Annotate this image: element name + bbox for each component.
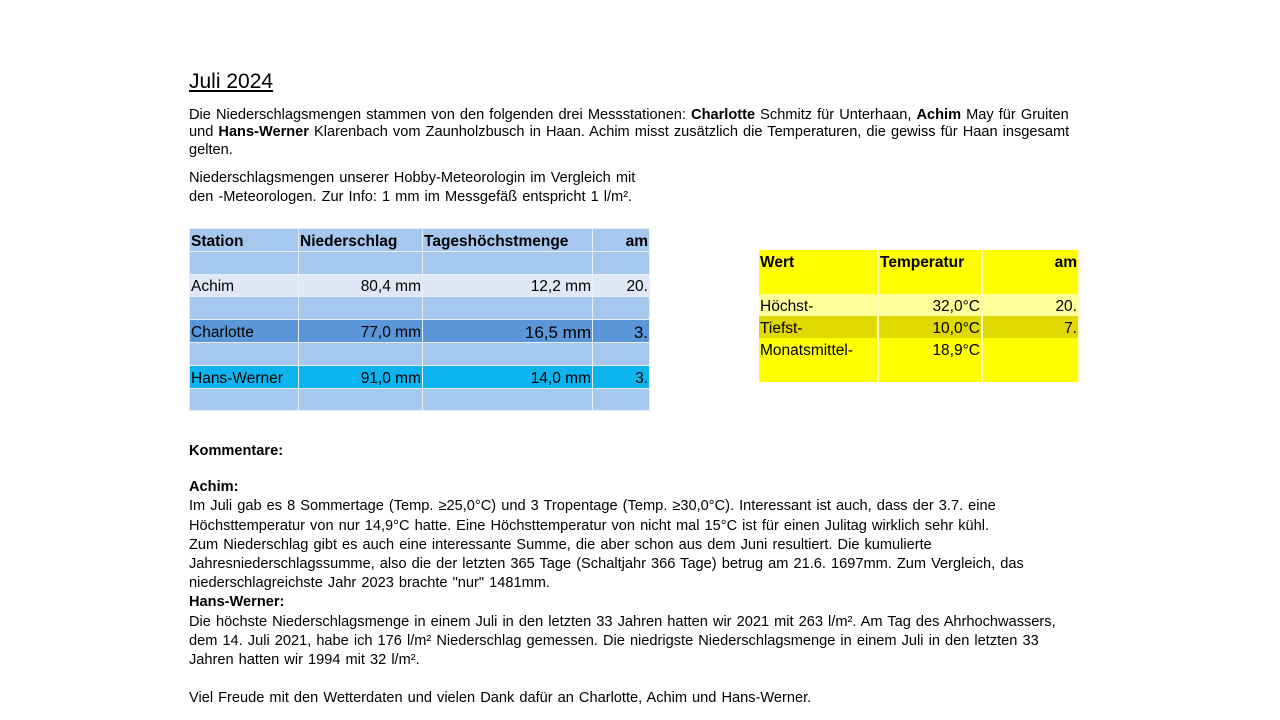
hans-werner-comment-line: dem 14. Juli 2021, habe ich 176 l/m² Niederschlag gemessen. Die niedrigste Niederschlagsmenge in einem Juli in den letzten 33 (189, 632, 1039, 649)
header-am: am (982, 250, 1079, 272)
cell-temperatur: 10,0°C (878, 316, 982, 338)
spacer-row (190, 297, 650, 320)
table-row-achim (190, 274, 650, 297)
cell-am: 7. (982, 316, 1079, 338)
intro-name-charlotte: Charlotte (691, 107, 756, 123)
cell-max: 12,2 mm (423, 274, 593, 297)
page-title: Juli 2024 (189, 70, 274, 93)
spacer-row (190, 251, 650, 274)
comments-section (189, 442, 1129, 708)
cell-max: 16,5 mm (423, 320, 593, 343)
intro-text-4: Klarenbach vom Zaunholzbusch in Haan. Achim misst zusätzlich die Temperaturen, die gewiss für Haan insgesamt gelten. (189, 124, 1070, 158)
info-note (189, 169, 709, 206)
intro-name-achim: Achim (916, 107, 962, 123)
cell-wert: Monatsmittel- (759, 338, 878, 360)
header-temperatur: Temperatur (878, 250, 982, 272)
intro-text-1: Die Niederschlagsmengen stammen von den folgenden drei Messstationen: (189, 107, 692, 123)
header-tageshoechstmenge: Tageshöchstmenge (423, 229, 593, 252)
precipitation-table (189, 228, 650, 411)
info-note-line-1: Niederschlagsmengen unserer Hobby-Meteorologin im Vergleich mit (189, 170, 636, 186)
cell-am: 20. (593, 274, 650, 297)
header-station: Station (190, 229, 299, 252)
header-wert: Wert (759, 250, 878, 272)
achim-comment-line: niederschlagreichste Jahr 2023 brachte "nur" 1481mm. (189, 575, 550, 592)
achim-comment-line: Zum Niederschlag gibt es auch eine interessante Summe, die aber schon aus dem Juni resultiert. Die kumulierte (189, 536, 932, 553)
cell-station: Achim (190, 274, 299, 297)
info-note-line-2: den -Meteorologen. Zur Info: 1 mm im Messgefäß entspricht 1 l/m². (189, 188, 633, 205)
cell-temperatur: 18,9°C (878, 338, 982, 360)
cell-wert: Höchst- (759, 294, 878, 316)
cell-station: Hans-Werner (190, 365, 299, 388)
cell-am: 20. (982, 294, 1079, 316)
achim-comment-line: Jahresniederschlagssumme, also die der letzten 365 Tage (Schaltjahr 366 Tage) betrug am 21.6. 1697mm. Zum Vergleich, das (189, 556, 1024, 573)
table-row-charlotte (190, 320, 650, 343)
achim-comment-line: Höchsttemperatur von nur 14,9°C hatte. Eine Höchsttemperatur von nicht mal 15°C ist für einen Julitag wirklich sehr kühl. (189, 517, 990, 534)
cell-niederschlag: 77,0 mm (299, 320, 423, 343)
spacer-row (190, 388, 650, 411)
spacer-row (759, 360, 1079, 382)
intro-name-hans-werner: Hans-Werner (218, 124, 309, 141)
table-header-row (190, 229, 650, 252)
cell-am (982, 338, 1079, 360)
temperature-table (759, 250, 1080, 382)
cell-wert: Tiefst- (759, 316, 878, 338)
achim-heading: Achim: (189, 479, 239, 496)
intro-paragraph (189, 107, 1089, 159)
hans-werner-comment-line: Jahren hatten wir 1994 mit 32 l/m². (189, 652, 420, 669)
closing-text: Viel Freude mit den Wetterdaten und vielen Dank dafür an Charlotte, Achim und Hans-Werner. (189, 690, 812, 707)
table-row-hans-werner (190, 365, 650, 388)
table-header-row (759, 250, 1079, 272)
table-row-monatsmittel (759, 338, 1079, 360)
spacer-row (759, 272, 1079, 294)
table-row-tiefst (759, 316, 1079, 338)
cell-station: Charlotte (190, 320, 299, 343)
hans-werner-heading: Hans-Werner: (189, 594, 285, 611)
header-niederschlag: Niederschlag (299, 229, 423, 252)
comments-heading: Kommentare: (189, 443, 284, 459)
spacer-row (190, 342, 650, 365)
header-am: am (593, 229, 650, 252)
cell-am: 3. (593, 365, 650, 388)
cell-niederschlag: 80,4 mm (299, 274, 423, 297)
intro-text-2: Schmitz für Unterhaan, (755, 107, 917, 123)
cell-temperatur: 32,0°C (878, 294, 982, 316)
hans-werner-comment-line: Die höchste Niederschlagsmenge in einem Juli in den letzten 33 Jahren hatten wir 2021 mit 263 l/m². Am Tag des Ahrhochwassers, (189, 613, 1056, 630)
cell-niederschlag: 91,0 mm (299, 365, 423, 388)
achim-comment-line: Im Juli gab es 8 Sommertage (Temp. ≥25,0°C) und 3 Tropentage (Temp. ≥30,0°C). Interessant ist auch, dass der 3.7. eine (189, 498, 996, 515)
cell-max: 14,0 mm (423, 365, 593, 388)
cell-am: 3. (593, 320, 650, 343)
intro-text-3: May für Gruiten und (189, 107, 1069, 141)
table-row-hoechst (759, 294, 1079, 316)
